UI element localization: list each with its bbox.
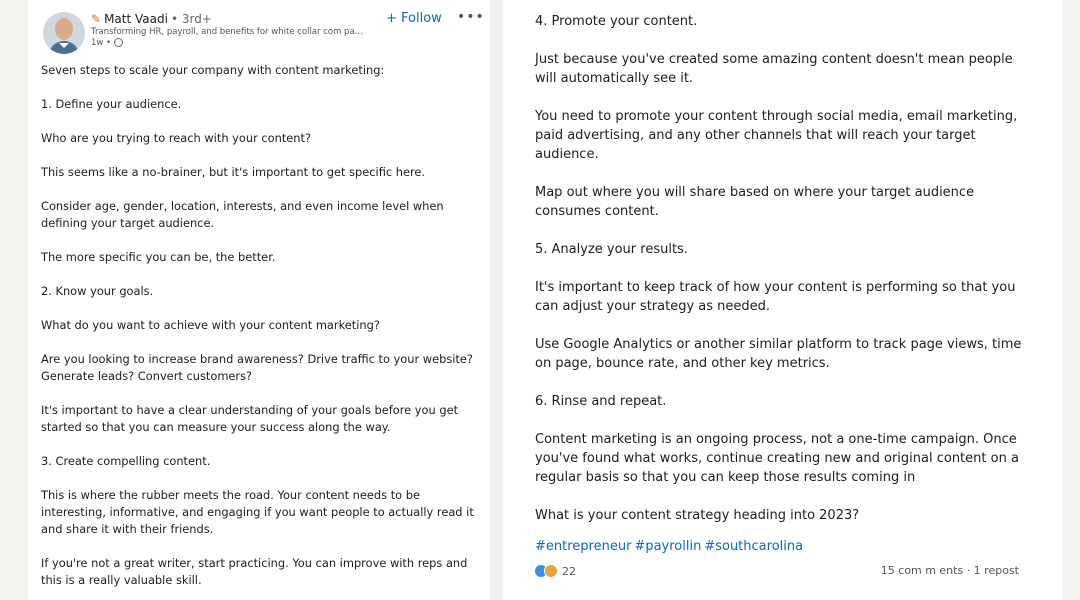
post-panel-left xyxy=(28,0,490,600)
avatar-image xyxy=(43,12,85,54)
globe-icon xyxy=(114,38,123,47)
post-header xyxy=(41,9,485,62)
author-meta xyxy=(91,12,421,49)
post-paragraph: It's important to keep track of how your content is performing so that you can adjust your strategy as needed. xyxy=(535,280,1016,314)
post-panel-right xyxy=(503,0,1063,600)
post-paragraph: The more specific you can be, the better. xyxy=(41,250,276,264)
post-paragraph: Map out where you will share based on where your target audience consumes content. xyxy=(535,185,975,219)
support-icon xyxy=(544,564,558,578)
reaction-count: 22 xyxy=(562,564,576,578)
hashtag-link[interactable]: #payrollin xyxy=(634,539,702,554)
author-name[interactable]: Matt Vaadi xyxy=(104,12,168,26)
post-body-left xyxy=(41,62,477,589)
follow-button[interactable]: + Follow xyxy=(386,11,442,26)
post-paragraph: Content marketing is an ongoing process, not a one-time campaign. Once you've found what works, continue creating new and original content on a regular basis so that you can keep those results coming in xyxy=(535,432,1019,485)
post-time: 1w • xyxy=(91,38,112,48)
social-counts xyxy=(535,560,1031,584)
author-headline: Transforming HR, payroll, and benefits for white collar com pa... xyxy=(91,27,363,37)
post-paragraph: What is your content strategy heading into 2023? xyxy=(535,508,860,523)
post-paragraph: 1. Define your audience. xyxy=(41,97,182,111)
hashtag-link[interactable]: #entrepreneur xyxy=(535,539,632,554)
post-paragraph: If you're not a great writer, start practicing. You can improve with reps and this is a really valuable skill. xyxy=(41,556,468,587)
pencil-icon: ✎ xyxy=(91,12,102,26)
post-paragraph: Just because you've created some amazing content doesn't mean people will automatically see it. xyxy=(535,52,1013,86)
post-paragraph: Are you looking to increase brand awareness? Drive traffic to your website? Generate leads? Convert customers? xyxy=(41,352,473,383)
post-paragraph: Use Google Analytics or another similar platform to track page views, time on page, bounce rate, and other key metrics. xyxy=(535,337,1022,371)
post-paragraph: This seems like a no-brainer, but it's important to get specific here. xyxy=(41,165,426,179)
hashtag-list xyxy=(535,537,1031,556)
post-paragraph: This is where the rubber meets the road. Your content needs to be interesting, informative, and engaging if you want people to actually read it and share it with their friends. xyxy=(41,488,474,536)
post-paragraph: 5. Analyze your results. xyxy=(535,242,688,257)
comments-reposts-count[interactable]: 15 com m ents · 1 repost xyxy=(880,564,1019,577)
post-paragraph: It's important to have a clear understanding of your goals before you get started so that you can measure your success along the way. xyxy=(41,403,459,434)
post-body-right xyxy=(535,12,1031,525)
post-paragraph: Seven steps to scale your company with content marketing: xyxy=(41,63,385,77)
hashtag-link[interactable]: #southcarolina xyxy=(704,539,804,554)
post-paragraph: What do you want to achieve with your content marketing? xyxy=(41,318,380,332)
post-paragraph: 3. Create compelling content. xyxy=(41,454,211,468)
avatar[interactable] xyxy=(43,12,85,54)
post-paragraph: 2. Know your goals. xyxy=(41,284,154,298)
post-paragraph: Consider age, gender, location, interests, and even income level when defining your target audience. xyxy=(41,199,444,230)
more-options-icon[interactable]: ••• xyxy=(457,9,485,25)
post-paragraph: You need to promote your content through social media, email marketing, paid advertising, and any other channels that will reach your target audience. xyxy=(535,109,1018,162)
connection-degree: • 3rd+ xyxy=(170,12,212,26)
reactions-summary[interactable] xyxy=(535,564,576,578)
post-paragraph: Who are you trying to reach with your content? xyxy=(41,131,312,145)
post-paragraph: 6. Rinse and repeat. xyxy=(535,394,667,409)
post-paragraph: 4. Promote your content. xyxy=(535,14,698,29)
